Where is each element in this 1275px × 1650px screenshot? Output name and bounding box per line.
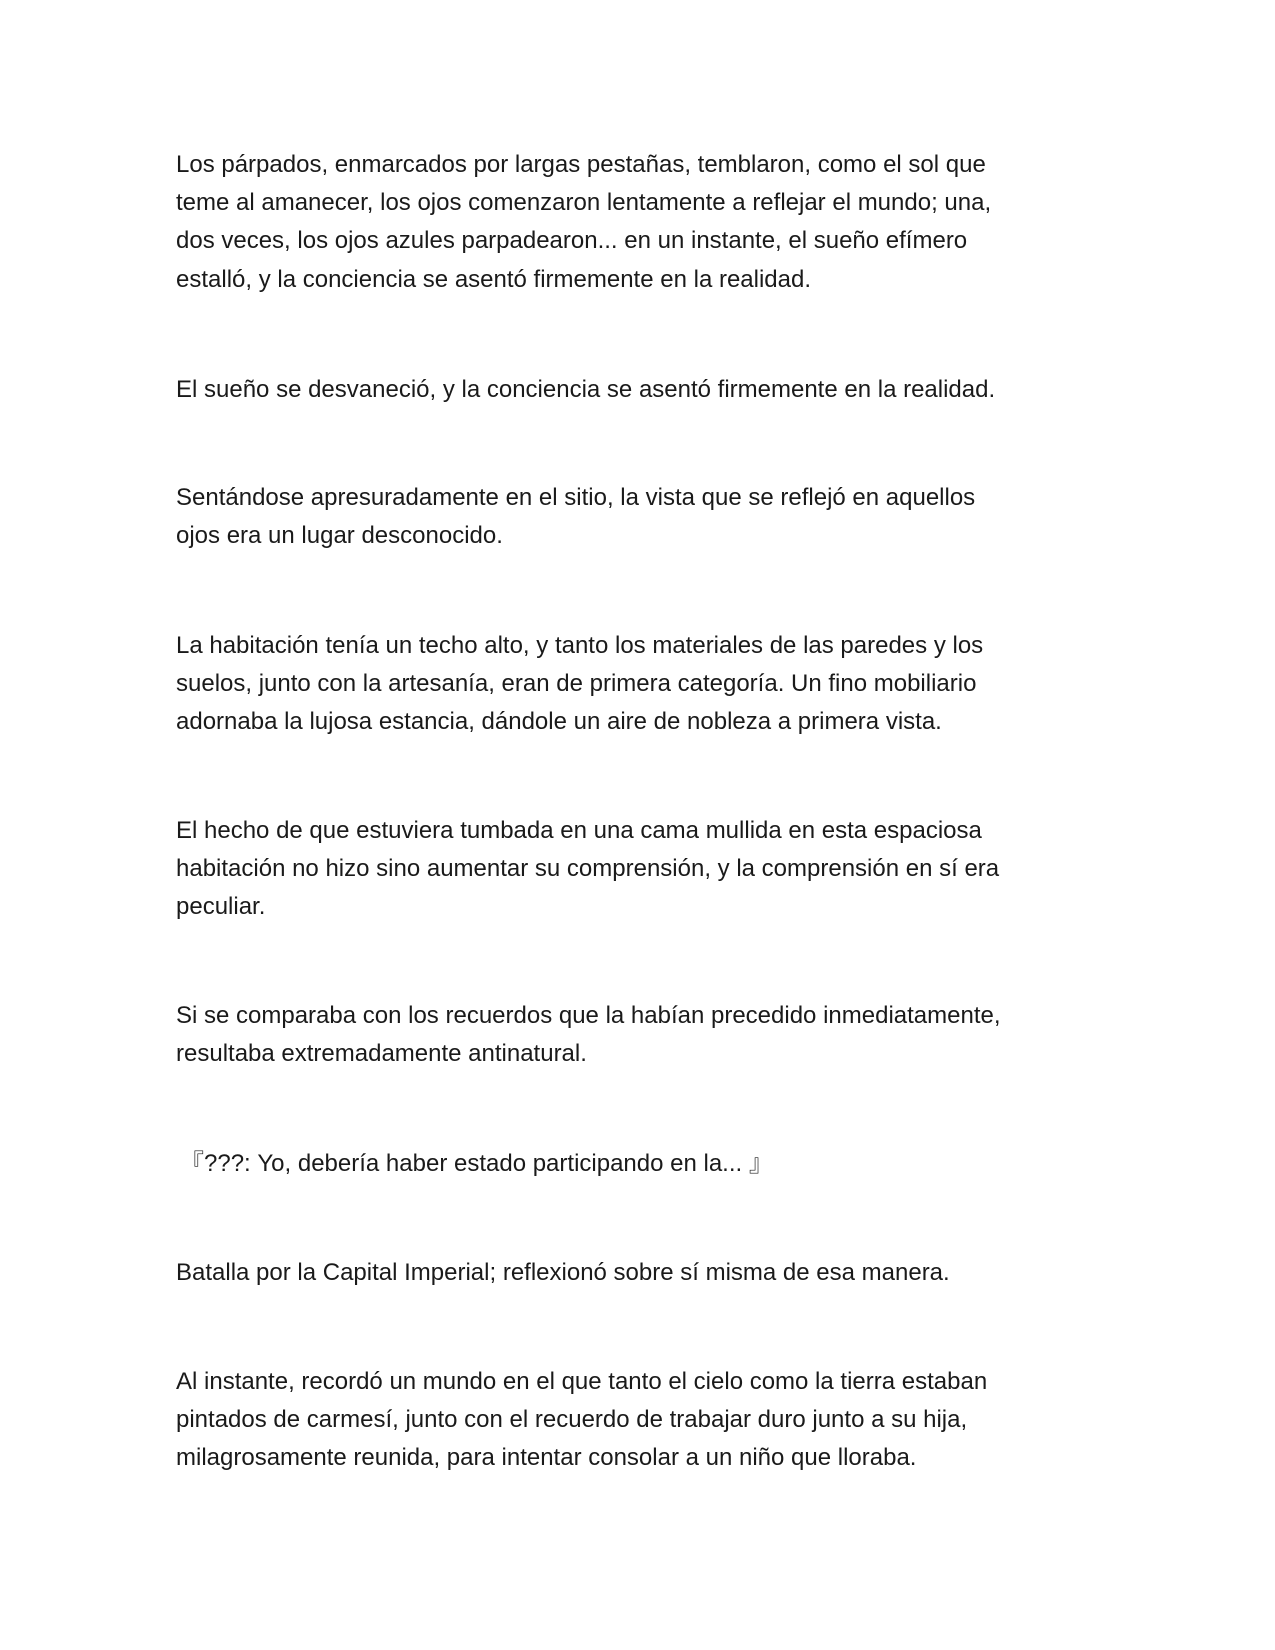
text-line: Batalla por la Capital Imperial; reflexionó sobre sí misma de esa manera. (176, 1259, 950, 1286)
text-line: Si se comparaba con los recuerdos que la habían precedido inmediatamente, (176, 1002, 1001, 1029)
text-line: resultaba extremadamente antinatural. (176, 1040, 587, 1068)
text-line: Los párpados, enmarcados por largas pestañas, temblaron, como el sol que (176, 151, 986, 178)
text-line: pintados de carmesí, junto con el recuerdo de trabajar duro junto a su hija, (176, 1406, 968, 1434)
paragraph-1 (176, 146, 1096, 299)
paragraph-4 (176, 627, 1096, 742)
text-line: 『???: Yo, debería haber estado participando en la... 』 (180, 1150, 773, 1177)
text-line: El hecho de que estuviera tumbada en una cama mullida en esta espaciosa (176, 817, 982, 844)
paragraph-9 (176, 1363, 1096, 1478)
text-line: dos veces, los ojos azules parpadearon... en un instante, el sueño efímero (176, 227, 968, 255)
text-line: Sentándose apresuradamente en el sitio, la vista que se reflejó en aquellos (176, 484, 976, 511)
text-line: milagrosamente reunida, para intentar consolar a un niño que lloraba. (176, 1444, 917, 1472)
text-line: suelos, junto con la artesanía, eran de primera categoría. Un fino mobiliario (176, 670, 977, 698)
text-line: ojos era un lugar desconocido. (176, 522, 503, 550)
text-line: El sueño se desvaneció, y la conciencia se asentó firmemente en la realidad. (176, 376, 996, 403)
text-line: La habitación tenía un techo alto, y tanto los materiales de las paredes y los (176, 632, 984, 659)
text-line: adornaba la lujosa estancia, dándole un aire de nobleza a primera vista. (176, 708, 942, 736)
paragraph-3 (176, 479, 1096, 555)
paragraph-6 (176, 997, 1096, 1073)
text-line: teme al amanecer, los ojos comenzaron lentamente a reflejar el mundo; una, (176, 189, 992, 217)
text-line: habitación no hizo sino aumentar su comprensión, y la comprensión en sí era (176, 855, 1000, 883)
paragraph-8 (176, 1254, 1096, 1292)
paragraph-5 (176, 812, 1096, 927)
text-line: peculiar. (176, 893, 266, 921)
paragraph-2 (176, 371, 1096, 409)
dialogue-line (180, 1145, 1100, 1183)
text-line: Al instante, recordó un mundo en el que tanto el cielo como la tierra estaban (176, 1368, 988, 1395)
text-line: estalló, y la conciencia se asentó firmemente en la realidad. (176, 265, 812, 293)
